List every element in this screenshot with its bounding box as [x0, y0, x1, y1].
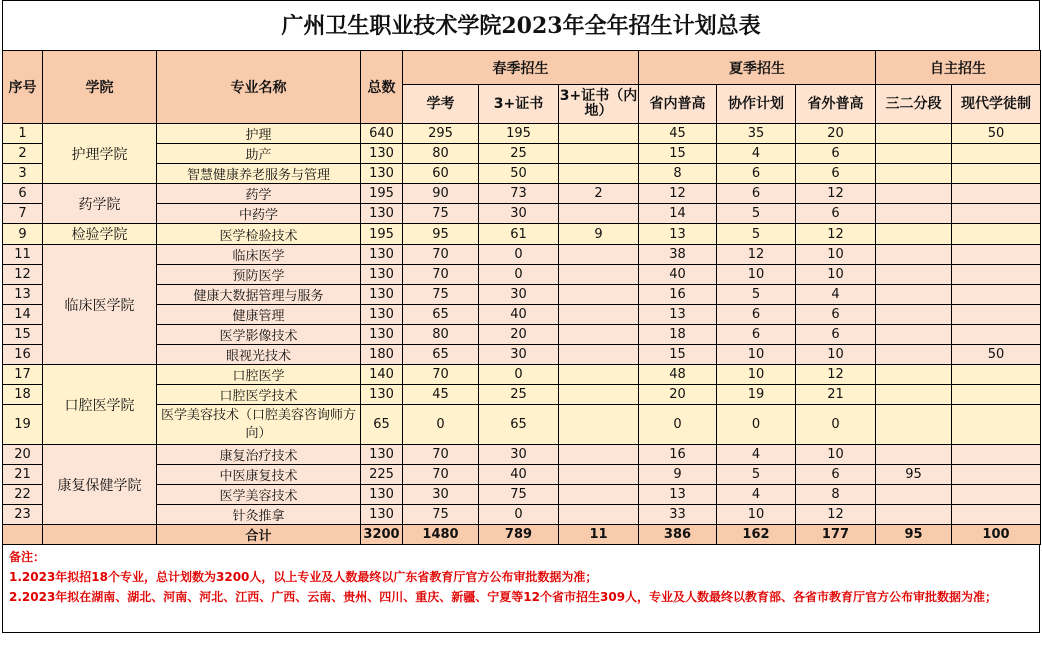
row-total: 130 — [361, 485, 403, 505]
row-value-apprentice: 50 — [952, 124, 1041, 144]
row-major: 医学影像技术 — [157, 325, 361, 345]
row-value-out-of-province: 12 — [796, 365, 876, 385]
row-value-cooperation: 10 — [717, 345, 796, 365]
row-value-out-of-province: 12 — [796, 224, 876, 245]
row-seq: 3 — [3, 164, 43, 184]
row-major: 医学美容技术（口腔美容咨询师方向） — [157, 405, 361, 445]
row-value-out-of-province: 10 — [796, 345, 876, 365]
total-three-two: 95 — [876, 525, 952, 545]
row-seq: 16 — [3, 345, 43, 365]
table-row — [3, 465, 1041, 485]
row-major: 中药学 — [157, 204, 361, 224]
row-value-3plus-inland — [559, 445, 639, 465]
row-value-3plus-inland — [559, 204, 639, 224]
header-spring: 春季招生 — [403, 51, 639, 85]
row-value-out-of-province: 10 — [796, 265, 876, 285]
row-value-apprentice — [952, 164, 1041, 184]
row-value-provincial: 16 — [639, 285, 717, 305]
college-name: 口腔医学院 — [43, 365, 157, 445]
row-value-three-two — [876, 445, 952, 465]
row-major: 临床医学 — [157, 245, 361, 265]
row-value-cooperation: 5 — [717, 224, 796, 245]
row-value-xuekao: 75 — [403, 204, 479, 224]
header-total: 总数 — [361, 51, 403, 124]
row-value-apprentice: 50 — [952, 345, 1041, 365]
row-total: 225 — [361, 465, 403, 485]
table-row — [3, 505, 1041, 525]
row-major: 医学检验技术 — [157, 224, 361, 245]
row-total: 130 — [361, 265, 403, 285]
row-seq: 18 — [3, 385, 43, 405]
row-value-cooperation: 5 — [717, 204, 796, 224]
table-row — [3, 245, 1041, 265]
total-label: 合计 — [157, 525, 361, 545]
row-value-three-two — [876, 325, 952, 345]
row-value-three-two — [876, 365, 952, 385]
row-value-apprentice — [952, 265, 1041, 285]
row-value-out-of-province: 6 — [796, 164, 876, 184]
table-row — [3, 144, 1041, 164]
row-value-3plus-inland: 9 — [559, 224, 639, 245]
row-value-xuekao: 80 — [403, 144, 479, 164]
row-value-three-two — [876, 485, 952, 505]
row-value-3plus-inland — [559, 365, 639, 385]
row-seq: 12 — [3, 265, 43, 285]
row-value-3plus-inland — [559, 305, 639, 325]
row-value-3plus: 0 — [479, 365, 559, 385]
row-value-provincial: 14 — [639, 204, 717, 224]
table-row — [3, 365, 1041, 385]
row-major: 医学美容技术 — [157, 485, 361, 505]
row-total: 130 — [361, 164, 403, 184]
college-name: 护理学院 — [43, 124, 157, 184]
row-seq: 7 — [3, 204, 43, 224]
row-value-apprentice — [952, 184, 1041, 204]
row-total: 130 — [361, 385, 403, 405]
row-value-cooperation: 5 — [717, 285, 796, 305]
table-row — [3, 124, 1041, 144]
row-total: 130 — [361, 245, 403, 265]
row-value-cooperation: 4 — [717, 445, 796, 465]
row-value-3plus-inland — [559, 164, 639, 184]
note-line-1: 1.2023年拟招18个专业，总计划数为3200人，以上专业及人数最终以广东省教育厅官方公布审批数据为准； — [9, 570, 598, 584]
row-value-provincial: 9 — [639, 465, 717, 485]
row-seq: 15 — [3, 325, 43, 345]
row-total: 130 — [361, 445, 403, 465]
row-value-three-two — [876, 265, 952, 285]
row-value-provincial: 0 — [639, 405, 717, 445]
row-value-out-of-province: 10 — [796, 245, 876, 265]
row-value-3plus: 30 — [479, 445, 559, 465]
row-value-out-of-province: 6 — [796, 204, 876, 224]
row-value-out-of-province: 12 — [796, 184, 876, 204]
row-value-xuekao: 65 — [403, 305, 479, 325]
table-row — [3, 345, 1041, 365]
row-value-xuekao: 90 — [403, 184, 479, 204]
total-3plus-inland: 11 — [559, 525, 639, 545]
row-value-xuekao: 70 — [403, 365, 479, 385]
row-major: 健康大数据管理与服务 — [157, 285, 361, 305]
row-value-3plus: 195 — [479, 124, 559, 144]
header-major: 专业名称 — [157, 51, 361, 124]
row-seq: 14 — [3, 305, 43, 325]
row-seq: 17 — [3, 365, 43, 385]
table-row — [3, 405, 1041, 445]
row-value-provincial: 16 — [639, 445, 717, 465]
row-value-3plus-inland: 2 — [559, 184, 639, 204]
row-value-provincial: 8 — [639, 164, 717, 184]
row-seq: 21 — [3, 465, 43, 485]
row-value-xuekao: 45 — [403, 385, 479, 405]
row-value-3plus-inland — [559, 405, 639, 445]
row-value-provincial: 15 — [639, 345, 717, 365]
row-total: 640 — [361, 124, 403, 144]
row-major: 预防医学 — [157, 265, 361, 285]
row-value-provincial: 12 — [639, 184, 717, 204]
row-total: 130 — [361, 505, 403, 525]
row-seq: 1 — [3, 124, 43, 144]
row-value-3plus: 30 — [479, 345, 559, 365]
row-value-3plus-inland — [559, 265, 639, 285]
row-value-three-two — [876, 204, 952, 224]
total-provincial: 386 — [639, 525, 717, 545]
total-out-of-province: 177 — [796, 525, 876, 545]
row-total: 130 — [361, 305, 403, 325]
row-value-three-two — [876, 164, 952, 184]
college-name: 药学院 — [43, 184, 157, 224]
subheader-3plus: 3+证书 — [479, 85, 559, 124]
row-value-3plus: 25 — [479, 385, 559, 405]
row-value-out-of-province: 4 — [796, 285, 876, 305]
row-value-cooperation: 10 — [717, 265, 796, 285]
total-college-cell — [43, 525, 157, 545]
row-value-3plus: 20 — [479, 325, 559, 345]
row-value-3plus-inland — [559, 325, 639, 345]
row-value-cooperation: 10 — [717, 365, 796, 385]
row-value-cooperation: 10 — [717, 505, 796, 525]
row-major: 中医康复技术 — [157, 465, 361, 485]
row-seq: 13 — [3, 285, 43, 305]
header-seq: 序号 — [3, 51, 43, 124]
subheader-cooperation: 协作计划 — [717, 85, 796, 124]
enrollment-table — [2, 50, 1041, 545]
row-seq: 19 — [3, 405, 43, 445]
row-value-cooperation: 6 — [717, 184, 796, 204]
row-major: 健康管理 — [157, 305, 361, 325]
row-total: 180 — [361, 345, 403, 365]
row-value-3plus: 30 — [479, 204, 559, 224]
row-value-three-two — [876, 224, 952, 245]
row-value-xuekao: 70 — [403, 445, 479, 465]
row-major: 口腔医学 — [157, 365, 361, 385]
row-value-3plus: 65 — [479, 405, 559, 445]
row-value-out-of-province: 6 — [796, 144, 876, 164]
row-total: 130 — [361, 325, 403, 345]
row-value-cooperation: 4 — [717, 144, 796, 164]
row-seq: 11 — [3, 245, 43, 265]
header-self: 自主招生 — [876, 51, 1041, 85]
row-value-out-of-province: 6 — [796, 465, 876, 485]
row-major: 眼视光技术 — [157, 345, 361, 365]
subheader-three-two: 三二分段 — [876, 85, 952, 124]
row-value-out-of-province: 21 — [796, 385, 876, 405]
page-title: 广州卫生职业技术学院2023年全年招生计划总表 — [2, 0, 1040, 50]
row-value-provincial: 13 — [639, 224, 717, 245]
row-value-provincial: 13 — [639, 305, 717, 325]
row-value-3plus: 40 — [479, 465, 559, 485]
row-value-apprentice — [952, 285, 1041, 305]
row-value-apprentice — [952, 485, 1041, 505]
row-value-provincial: 45 — [639, 124, 717, 144]
subheader-xuekao: 学考 — [403, 85, 479, 124]
row-value-3plus: 30 — [479, 285, 559, 305]
total-seq-cell — [3, 525, 43, 545]
row-major: 口腔医学技术 — [157, 385, 361, 405]
row-value-cooperation: 19 — [717, 385, 796, 405]
total-3plus: 789 — [479, 525, 559, 545]
row-value-xuekao: 65 — [403, 345, 479, 365]
row-value-xuekao: 30 — [403, 485, 479, 505]
row-value-apprentice — [952, 405, 1041, 445]
row-value-3plus: 0 — [479, 505, 559, 525]
row-value-xuekao: 75 — [403, 285, 479, 305]
table-row — [3, 325, 1041, 345]
header-college: 学院 — [43, 51, 157, 124]
row-value-three-two: 95 — [876, 465, 952, 485]
table-row — [3, 224, 1041, 245]
row-total: 195 — [361, 184, 403, 204]
table-row — [3, 485, 1041, 505]
row-value-xuekao: 70 — [403, 245, 479, 265]
row-value-out-of-province: 10 — [796, 445, 876, 465]
row-value-three-two — [876, 245, 952, 265]
row-value-3plus-inland — [559, 124, 639, 144]
row-value-cooperation: 35 — [717, 124, 796, 144]
header-summer: 夏季招生 — [639, 51, 876, 85]
row-seq: 23 — [3, 505, 43, 525]
row-value-xuekao: 95 — [403, 224, 479, 245]
row-value-provincial: 18 — [639, 325, 717, 345]
table-row — [3, 184, 1041, 204]
row-value-xuekao: 295 — [403, 124, 479, 144]
row-value-xuekao: 60 — [403, 164, 479, 184]
table-row — [3, 305, 1041, 325]
row-value-apprentice — [952, 224, 1041, 245]
table-row — [3, 265, 1041, 285]
row-value-cooperation: 12 — [717, 245, 796, 265]
note-line-2: 2.2023年拟在湖南、湖北、河南、河北、江西、广西、云南、贵州、四川、重庆、新疆、宁夏等12个省市招生309人，专业及人数最终以教育部、各省市教育厅官方公布审批数据为准； — [9, 590, 998, 604]
row-value-xuekao: 70 — [403, 465, 479, 485]
row-value-apprentice — [952, 204, 1041, 224]
row-value-3plus-inland — [559, 285, 639, 305]
row-value-provincial: 38 — [639, 245, 717, 265]
row-seq: 2 — [3, 144, 43, 164]
row-value-3plus-inland — [559, 465, 639, 485]
total-cooperation: 162 — [717, 525, 796, 545]
grand-total: 3200 — [361, 525, 403, 545]
subheader-3plus-inland: 3+证书（内地） — [559, 85, 639, 124]
row-major: 药学 — [157, 184, 361, 204]
row-major: 护理 — [157, 124, 361, 144]
row-seq: 22 — [3, 485, 43, 505]
row-seq: 9 — [3, 224, 43, 245]
row-value-apprentice — [952, 445, 1041, 465]
row-total: 130 — [361, 285, 403, 305]
row-value-apprentice — [952, 245, 1041, 265]
row-value-out-of-province: 6 — [796, 325, 876, 345]
college-name: 康复保健学院 — [43, 445, 157, 525]
total-row — [3, 525, 1041, 545]
subheader-out-of-province: 省外普高 — [796, 85, 876, 124]
row-seq: 20 — [3, 445, 43, 465]
row-value-cooperation: 5 — [717, 465, 796, 485]
row-value-provincial: 40 — [639, 265, 717, 285]
row-value-apprentice — [952, 465, 1041, 485]
row-value-cooperation: 6 — [717, 325, 796, 345]
row-value-apprentice — [952, 365, 1041, 385]
row-value-apprentice — [952, 385, 1041, 405]
total-apprentice: 100 — [952, 525, 1041, 545]
row-total: 130 — [361, 144, 403, 164]
subheader-provincial: 省内普高 — [639, 85, 717, 124]
row-value-xuekao: 70 — [403, 265, 479, 285]
table-row — [3, 164, 1041, 184]
row-value-three-two — [876, 144, 952, 164]
row-value-3plus-inland — [559, 485, 639, 505]
row-value-provincial: 48 — [639, 365, 717, 385]
row-value-three-two — [876, 405, 952, 445]
row-value-cooperation: 4 — [717, 485, 796, 505]
row-value-3plus: 50 — [479, 164, 559, 184]
row-value-apprentice — [952, 305, 1041, 325]
row-value-3plus: 61 — [479, 224, 559, 245]
row-value-3plus: 0 — [479, 265, 559, 285]
notes-section — [2, 545, 1040, 633]
row-value-3plus: 73 — [479, 184, 559, 204]
row-value-provincial: 33 — [639, 505, 717, 525]
enrollment-sheet — [2, 0, 1040, 633]
row-value-apprentice — [952, 325, 1041, 345]
row-value-3plus: 0 — [479, 245, 559, 265]
college-name: 检验学院 — [43, 224, 157, 245]
row-value-3plus: 25 — [479, 144, 559, 164]
row-value-3plus-inland — [559, 245, 639, 265]
row-value-three-two — [876, 285, 952, 305]
row-value-3plus-inland — [559, 144, 639, 164]
table-row — [3, 285, 1041, 305]
row-value-provincial: 20 — [639, 385, 717, 405]
row-value-out-of-province: 20 — [796, 124, 876, 144]
row-value-3plus-inland — [559, 385, 639, 405]
row-major: 智慧健康养老服务与管理 — [157, 164, 361, 184]
college-name: 临床医学院 — [43, 245, 157, 365]
row-value-xuekao: 75 — [403, 505, 479, 525]
row-major: 康复治疗技术 — [157, 445, 361, 465]
row-major: 助产 — [157, 144, 361, 164]
row-value-3plus: 75 — [479, 485, 559, 505]
row-value-apprentice — [952, 144, 1041, 164]
row-value-provincial: 13 — [639, 485, 717, 505]
row-value-provincial: 15 — [639, 144, 717, 164]
row-value-xuekao: 0 — [403, 405, 479, 445]
row-value-cooperation: 0 — [717, 405, 796, 445]
row-value-cooperation: 6 — [717, 164, 796, 184]
row-total: 195 — [361, 224, 403, 245]
notes-label: 备注： — [9, 550, 46, 564]
row-value-three-two — [876, 505, 952, 525]
table-row — [3, 204, 1041, 224]
row-value-3plus-inland — [559, 505, 639, 525]
row-value-three-two — [876, 124, 952, 144]
row-value-3plus-inland — [559, 345, 639, 365]
row-value-three-two — [876, 305, 952, 325]
row-value-apprentice — [952, 505, 1041, 525]
row-value-out-of-province: 8 — [796, 485, 876, 505]
row-total: 65 — [361, 405, 403, 445]
row-value-xuekao: 80 — [403, 325, 479, 345]
row-value-out-of-province: 6 — [796, 305, 876, 325]
row-total: 130 — [361, 204, 403, 224]
row-total: 140 — [361, 365, 403, 385]
row-value-out-of-province: 12 — [796, 505, 876, 525]
row-major: 针灸推拿 — [157, 505, 361, 525]
row-seq: 6 — [3, 184, 43, 204]
table-row — [3, 445, 1041, 465]
row-value-out-of-province: 0 — [796, 405, 876, 445]
row-value-3plus: 40 — [479, 305, 559, 325]
table-row — [3, 385, 1041, 405]
row-value-three-two — [876, 345, 952, 365]
row-value-cooperation: 6 — [717, 305, 796, 325]
row-value-three-two — [876, 184, 952, 204]
total-xuekao: 1480 — [403, 525, 479, 545]
subheader-apprentice: 现代学徒制 — [952, 85, 1041, 124]
row-value-three-two — [876, 385, 952, 405]
